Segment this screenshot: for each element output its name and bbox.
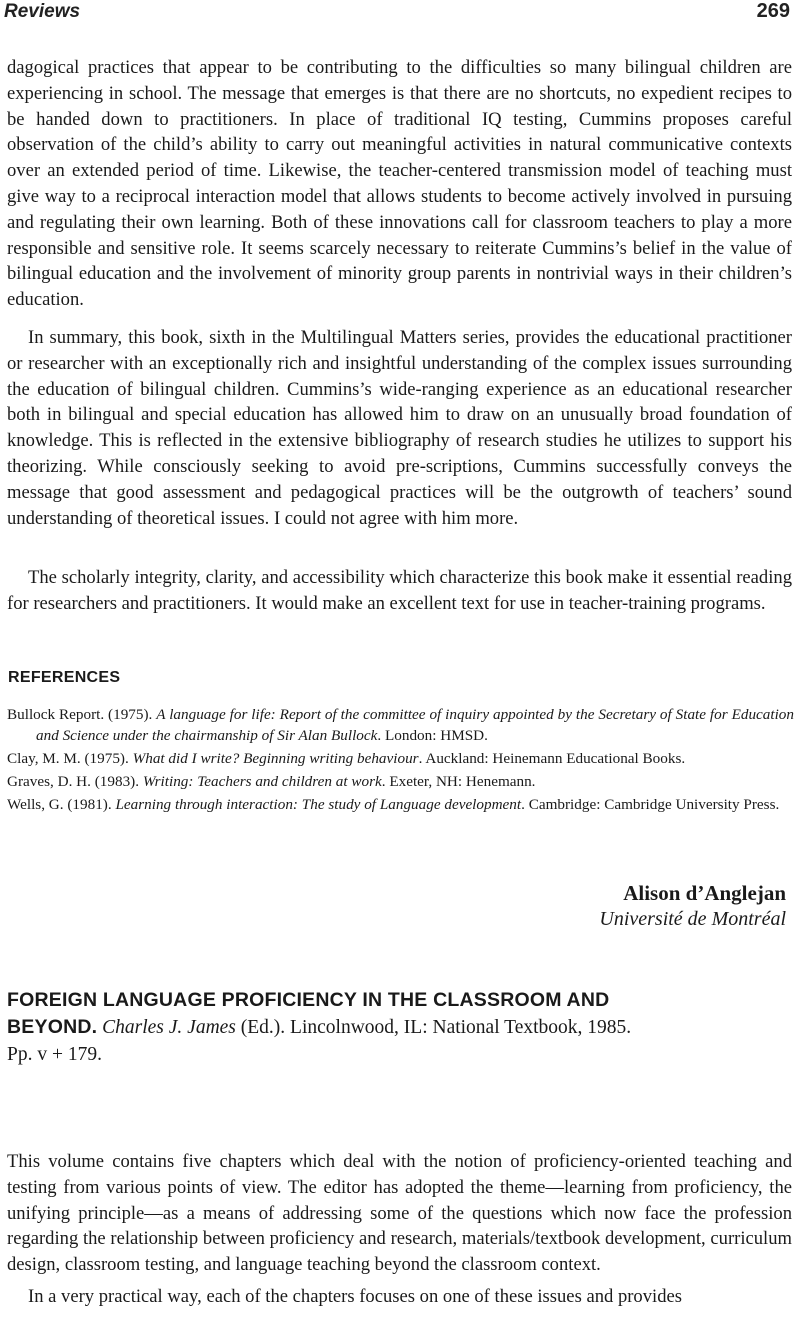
book-title: FOREIGN LANGUAGE PROFICIENCY IN THE CLASSROOM AND	[7, 989, 610, 1011]
book-pages: Pp. v + 179.	[7, 1044, 102, 1065]
references-list	[7, 704, 794, 817]
page-number: 269	[756, 0, 790, 22]
paragraph-conclusion	[7, 565, 792, 617]
paragraph-text: In a very practical way, each of the chapters focuses on one of these issues and provides	[28, 1286, 682, 1307]
review-header	[7, 987, 797, 1068]
running-head	[0, 0, 800, 28]
paragraph-summary	[7, 325, 792, 531]
paragraph-text: dagogical practices that appear to be contributing to the difficulties so many bilingual children are experiencing in school. The message that emerges is that there are no shortcuts, no expedient recipes to be handed down to practitioners. In place of traditional IQ testing, Cummins proposes careful observation of the child’s ability to carry out meaningful activities in natural communicative contexts over an extended period of time. Likewise, the teacher-centered transmission model of teaching must give way to a reciprocal interaction model that allows students to become actively involved in pursuing and regulating their own learning. Both of these innovations call for classroom teachers to play a more responsible and sensitive role. It seems scarcely necessary to reiterate Cummins’s belief in the value of bilingual education and the involvement of minority group parents in nontrivial ways in their children’s education.	[7, 57, 792, 311]
section-title: Reviews	[4, 1, 81, 22]
paragraph-text: The scholarly integrity, clarity, and accessibility which characterize this book make it essential reading for researchers and practitioners. It would make an excellent text for use in teacher-training programs.	[7, 567, 792, 614]
reference-item: Clay, M. M. (1975). What did I write? Beginning writing behaviour. Auckland: Heinemann Educational Books.	[7, 750, 686, 767]
paragraph-continued	[7, 55, 792, 313]
reference-item: Bullock Report. (1975). A language for life: Report of the committee of inquiry appointed by the Secretary of State for Education and Science under the chairmanship of Sir Alan Bullock. London: HMSD.	[7, 706, 794, 744]
reviewer-signature	[599, 880, 786, 932]
reference-item: Graves, D. H. (1983). Writing: Teachers and children at work. Exeter, NH: Henemann.	[7, 773, 536, 790]
review-paragraph	[7, 1149, 792, 1278]
book-editor: Charles J. James	[102, 1017, 236, 1038]
references-heading: REFERENCES	[8, 669, 121, 686]
paragraph-text: In summary, this book, sixth in the Multilingual Matters series, provides the educational practitioner or researcher with an exceptionally rich and insightful understanding of the complex issues surrounding the education of bilingual children. Cummins’s wide-ranging experience as an educational researcher both in bilingual and special education has allowed him to draw on an unusually broad foundation of knowledge. This is reflected in the extensive bibliography of research studies he utilizes to support his theorizing. While consciously seeking to avoid pre-scriptions, Cummins successfully conveys the message that good assessment and pedagogical practices will be the outgrowth of teachers’ sound understanding of theoretical issues. I could not agree with him more.	[7, 327, 792, 529]
book-citation: BEYOND. Charles J. James (Ed.). Lincolnwood, IL: National Textbook, 1985.	[7, 1016, 632, 1038]
reviewer-affiliation: Université de Montréal	[599, 908, 786, 930]
reference-item: Wells, G. (1981). Learning through interaction: The study of Language development. Cambridge: Cambridge University Press.	[7, 796, 780, 813]
paragraph-text: This volume contains five chapters which deal with the notion of proficiency-oriented teaching and testing from various points of view. The editor has adopted the theme—learning from proficiency, the unifying principle—as a means of addressing some of the questions which now face the profession regarding the relationship between proficiency and research, materials/textbook development, curriculum design, classroom testing, and language teaching beyond the classroom context.	[7, 1151, 792, 1276]
review-paragraph	[7, 1284, 792, 1310]
reviewer-name: Alison d’Anglejan	[623, 881, 786, 905]
